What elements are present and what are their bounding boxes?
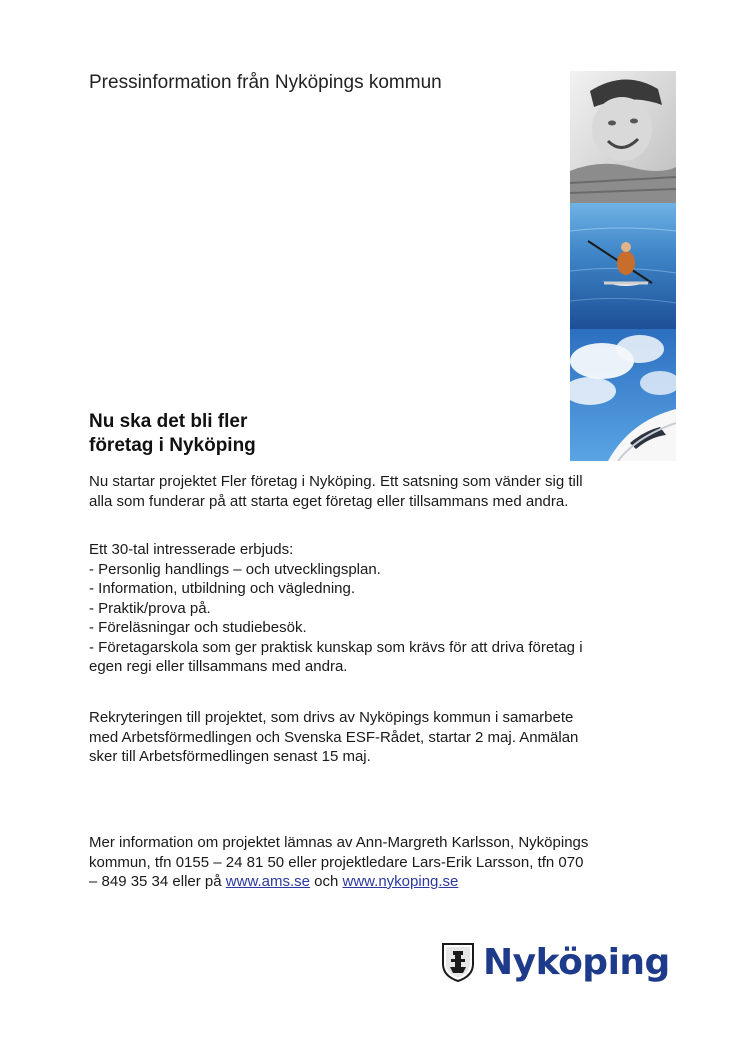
paragraph-line: med Arbetsförmedlingen och Svenska ESF-Rådet, startar 2 maj. Anmälan (89, 728, 579, 746)
intro-paragraph (89, 472, 689, 511)
nykoping-link[interactable]: www.nykoping.se (342, 873, 459, 890)
paragraph-line: Rekryteringen till projektet, som drivs av Nyköpings kommun i samarbete (89, 709, 574, 726)
paragraph-line: Nu startar projektet Fler företag i Nyköping. Ett satsning som vänder sig till (89, 473, 583, 490)
list-item: - Företagarskola som ger praktisk kunskap som krävs för att driva företag i (89, 638, 583, 656)
paragraph-line (89, 872, 689, 892)
nykoping-logo (441, 936, 670, 988)
headline-line: företag i Nyköping (89, 435, 256, 456)
offer-list (89, 540, 689, 677)
list-item: - Föreläsningar och studiebesök. (89, 619, 307, 636)
list-item: - Personlig handlings – och utvecklingsplan. (89, 560, 381, 578)
headline-line: Nu ska det bli fler (89, 411, 248, 432)
page-title: Pressinformation från Nyköpings kommun (89, 72, 442, 93)
paragraph-line: alla som funderar på att starta eget företag eller tillsammans med andra. (89, 492, 569, 510)
contact-text: – 849 35 34 eller på (89, 873, 226, 890)
ams-link[interactable]: www.ams.se (225, 873, 310, 890)
list-lead: Ett 30-tal intresserade erbjuds: (89, 541, 294, 558)
photo-strip (570, 71, 676, 461)
kayak-photo (570, 203, 676, 329)
contact-connector: och (309, 873, 343, 890)
paragraph-line: sker till Arbetsförmedlingen senast 15 maj. (89, 748, 371, 765)
logo-wordmark: Nyköping (483, 941, 670, 983)
sky-airplane-photo (570, 329, 676, 461)
photo-collage (570, 71, 676, 461)
child-photo (570, 71, 676, 203)
list-item: - Information, utbildning och vägledning. (89, 580, 356, 597)
list-item: - Praktik/prova på. (89, 599, 211, 617)
coat-of-arms-icon (441, 942, 475, 982)
list-item-continuation: egen regi eller tillsammans med andra. (89, 658, 348, 675)
headline (89, 410, 256, 458)
paragraph-line: kommun, tfn 0155 – 24 81 50 eller projektledare Lars-Erik Larsson, tfn 070 (89, 853, 584, 871)
contact-paragraph (89, 833, 689, 892)
paragraph-line: Mer information om projektet lämnas av Ann-Margreth Karlsson, Nyköpings (89, 834, 589, 851)
recruitment-paragraph (89, 708, 689, 767)
